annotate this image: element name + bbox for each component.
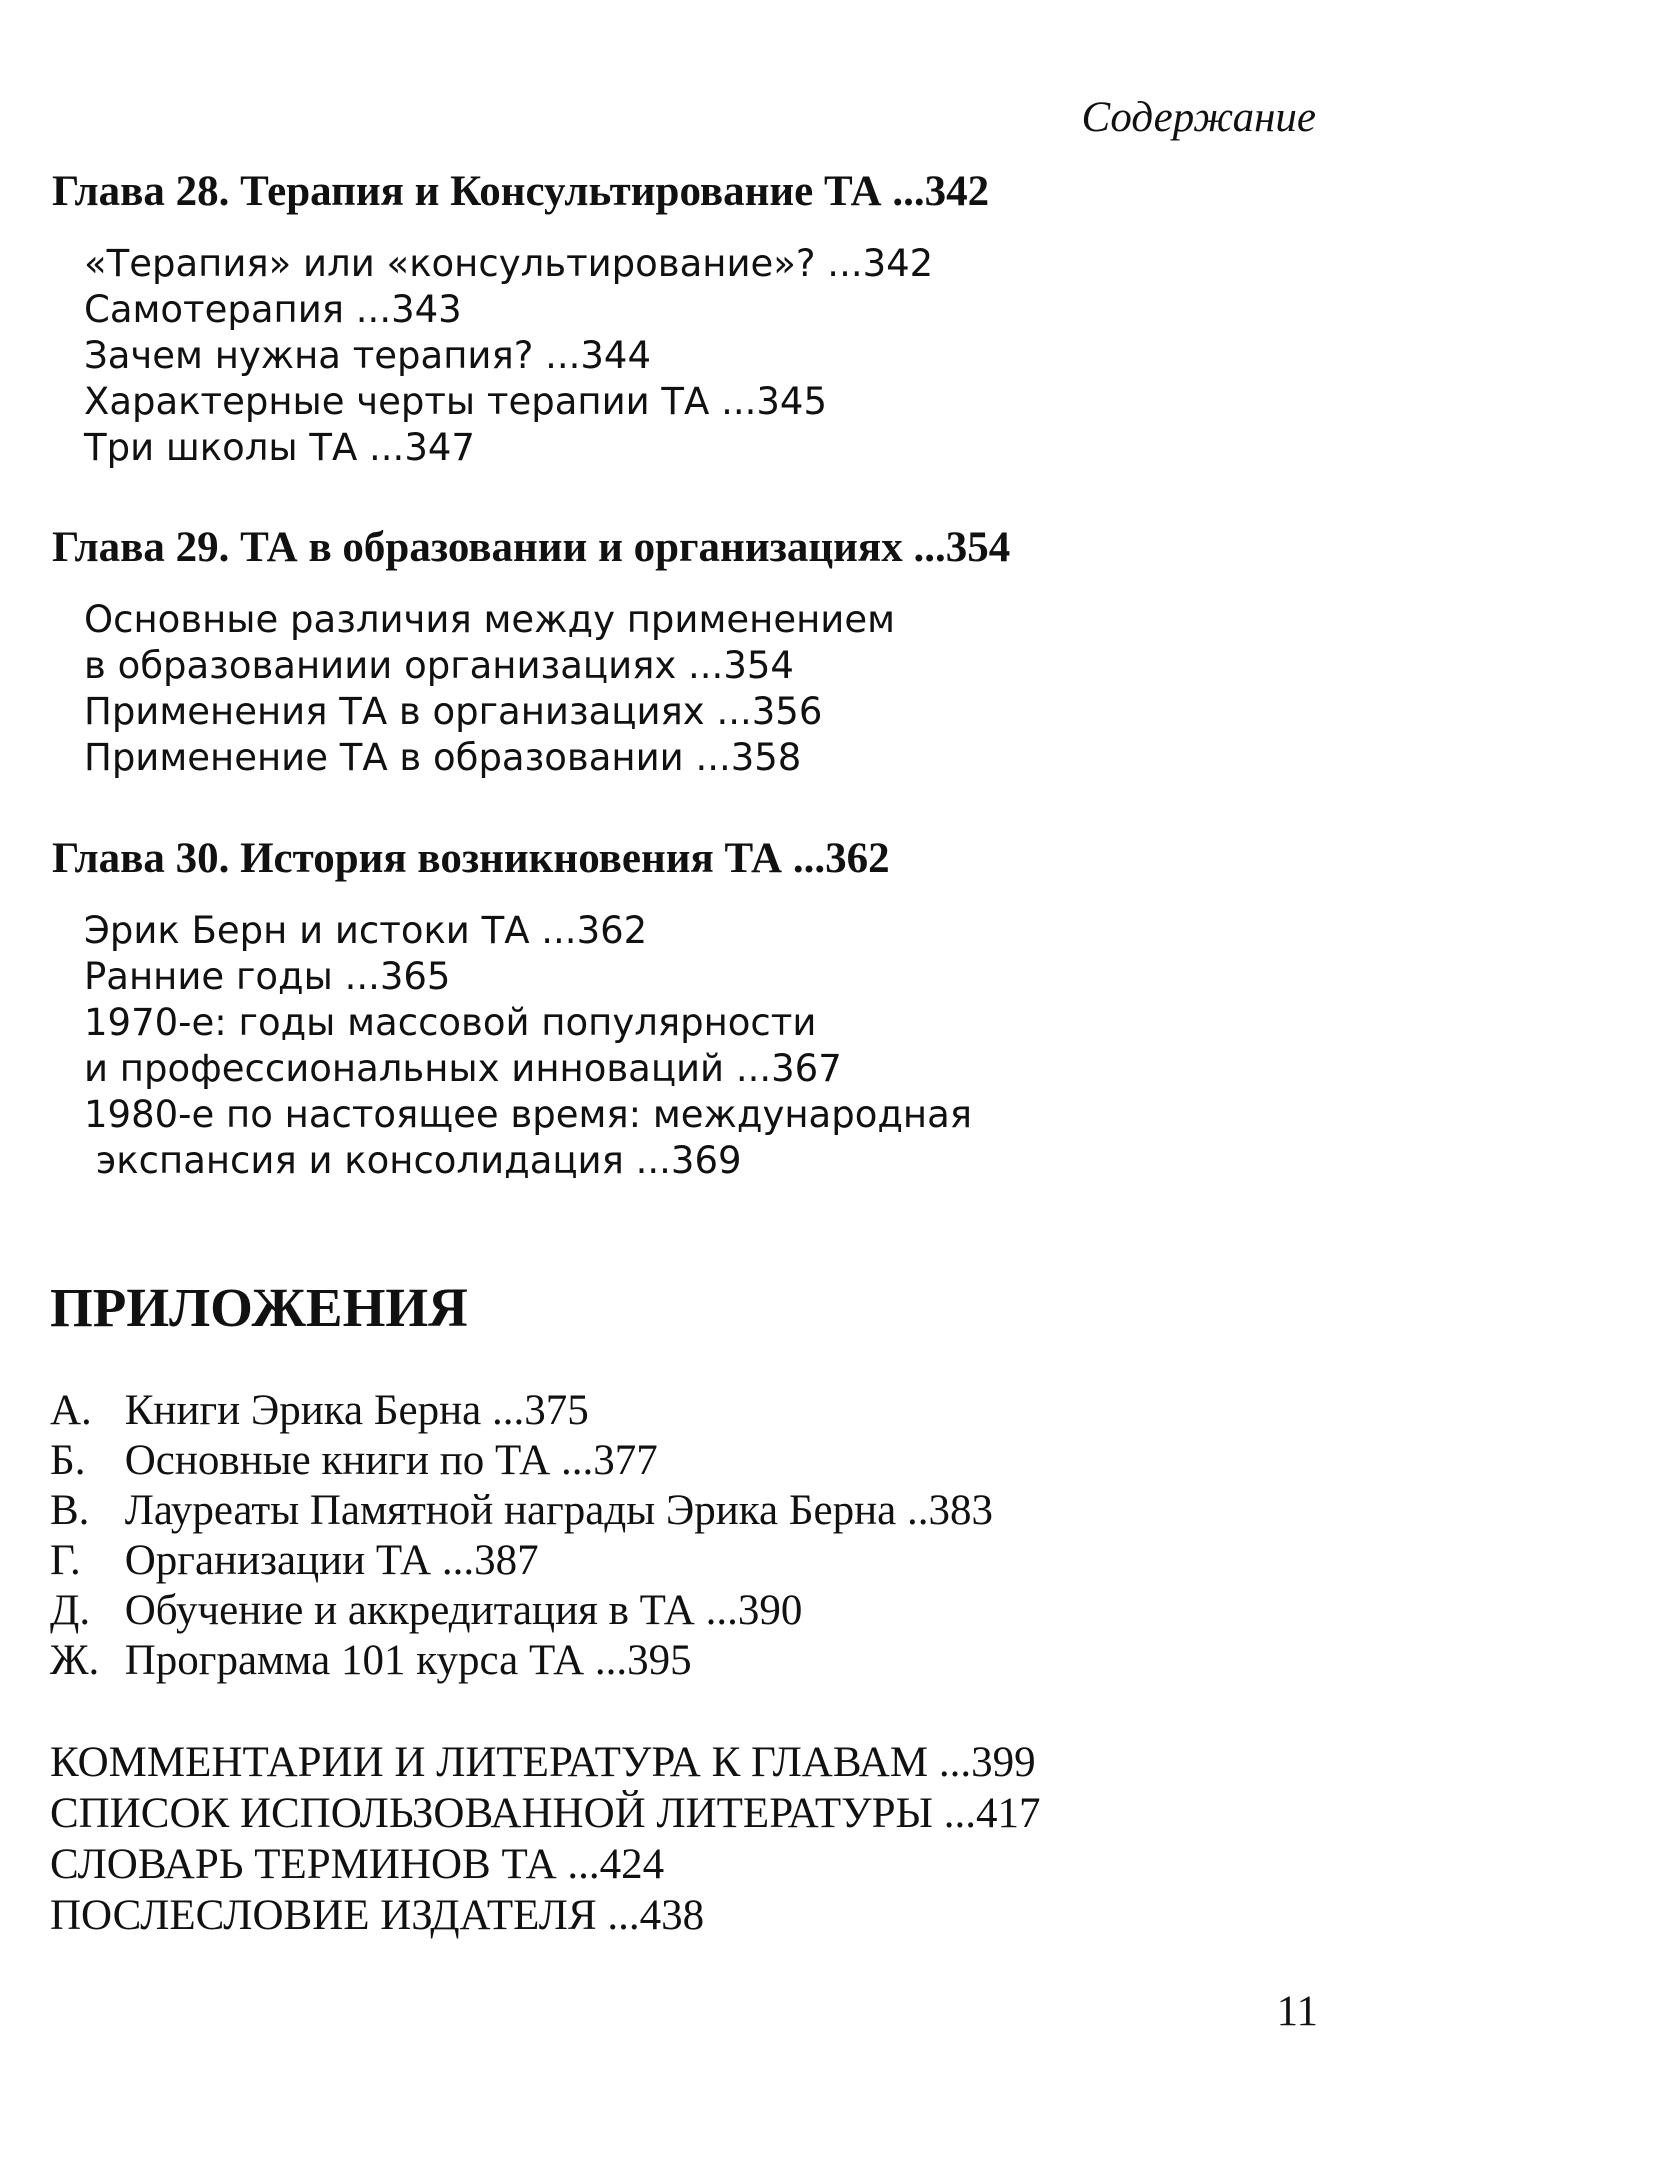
appendix-item <box>50 1636 993 1686</box>
chapter-28-entry <box>52 170 989 471</box>
subsection-item: Зачем нужна терапия? ...344 <box>84 334 652 377</box>
subsection-item: Три школы ТА ...347 <box>84 426 475 469</box>
back-matter-item: КОММЕНТАРИИ И ЛИТЕРАТУРА К ГЛАВАМ ...399 <box>50 1739 1036 1786</box>
appendix-text: Обучение и аккредитация в ТА ...390 <box>124 1587 803 1634</box>
subsection-item: «Терапия» или «консультирование»? ...342 <box>84 242 934 285</box>
appendix-letter: Д. <box>50 1587 91 1634</box>
appendix-letter: Г. <box>50 1537 81 1584</box>
subsection-list <box>84 908 972 1184</box>
appendix-letter: А. <box>50 1387 92 1434</box>
subsection-item: Эрик Берн и истоки ТА ...362 <box>84 909 648 952</box>
subsection-item: Основные различия между применением <box>84 598 896 641</box>
subsection-item: и профессиональных инноваций ...367 <box>84 1047 842 1090</box>
appendix-text: Программа 101 курса ТА ...395 <box>124 1637 692 1684</box>
subsection-item: 1970-е: годы массовой популярности <box>84 1001 817 1044</box>
chapter-29-entry <box>52 526 1010 781</box>
chapter-title: Глава 30. История возникновения ТА ...362 <box>52 835 890 882</box>
back-matter-list <box>50 1737 1041 1941</box>
chapter-title: Глава 29. ТА в образовании и организациях ...354 <box>52 524 1011 571</box>
subsection-list <box>84 597 1010 781</box>
back-matter-item: ПОСЛЕСЛОВИЕ ИЗДАТЕЛЯ ...438 <box>50 1892 705 1939</box>
appendix-text: Книги Эрика Берна ...375 <box>124 1387 589 1434</box>
subsection-item: Применение ТА в образовании ...358 <box>84 736 802 779</box>
chapter-title: Глава 28. Терапия и Консультирование ТА ...342 <box>52 168 990 215</box>
appendix-item <box>50 1386 993 1436</box>
appendix-list <box>50 1386 993 1686</box>
appendix-letter: В. <box>50 1487 90 1534</box>
appendix-item <box>50 1436 993 1486</box>
appendix-item <box>50 1586 993 1636</box>
appendix-letter: Ж. <box>50 1637 100 1684</box>
appendix-letter: Б. <box>50 1437 86 1484</box>
subsection-item: Характерные черты терапии ТА ...345 <box>84 380 827 423</box>
subsection-item: экспансия и консолидация ...369 <box>96 1139 742 1182</box>
running-header: Содержание <box>1081 94 1316 141</box>
subsection-item: 1980-е по настоящее время: международная <box>84 1093 973 1136</box>
subsection-item: Самотерапия ...343 <box>84 288 462 331</box>
appendix-text: Основные книги по ТА ...377 <box>124 1437 658 1484</box>
back-matter-item: СЛОВАРЬ ТЕРМИНОВ ТА ...424 <box>50 1841 665 1888</box>
appendix-text: Организации ТА ...387 <box>124 1537 539 1584</box>
appendix-item <box>50 1486 993 1536</box>
appendix-text: Лауреаты Памятной награды Эрика Берна ..383 <box>124 1487 993 1534</box>
subsection-item: Применения ТА в организациях ...356 <box>84 690 823 733</box>
page-number: 11 <box>1276 1988 1318 2035</box>
appendix-item <box>50 1536 993 1586</box>
back-matter-item: СПИСОК ИСПОЛЬЗОВАННОЙ ЛИТЕРАТУРЫ ...417 <box>50 1790 1041 1837</box>
chapter-30-entry <box>52 837 972 1184</box>
subsection-item: Ранние годы ...365 <box>84 955 451 998</box>
subsection-item: в образованиии организациях ...354 <box>84 644 794 687</box>
subsection-list <box>84 241 989 471</box>
appendices-heading: ПРИЛОЖЕНИЯ <box>50 1277 468 1338</box>
